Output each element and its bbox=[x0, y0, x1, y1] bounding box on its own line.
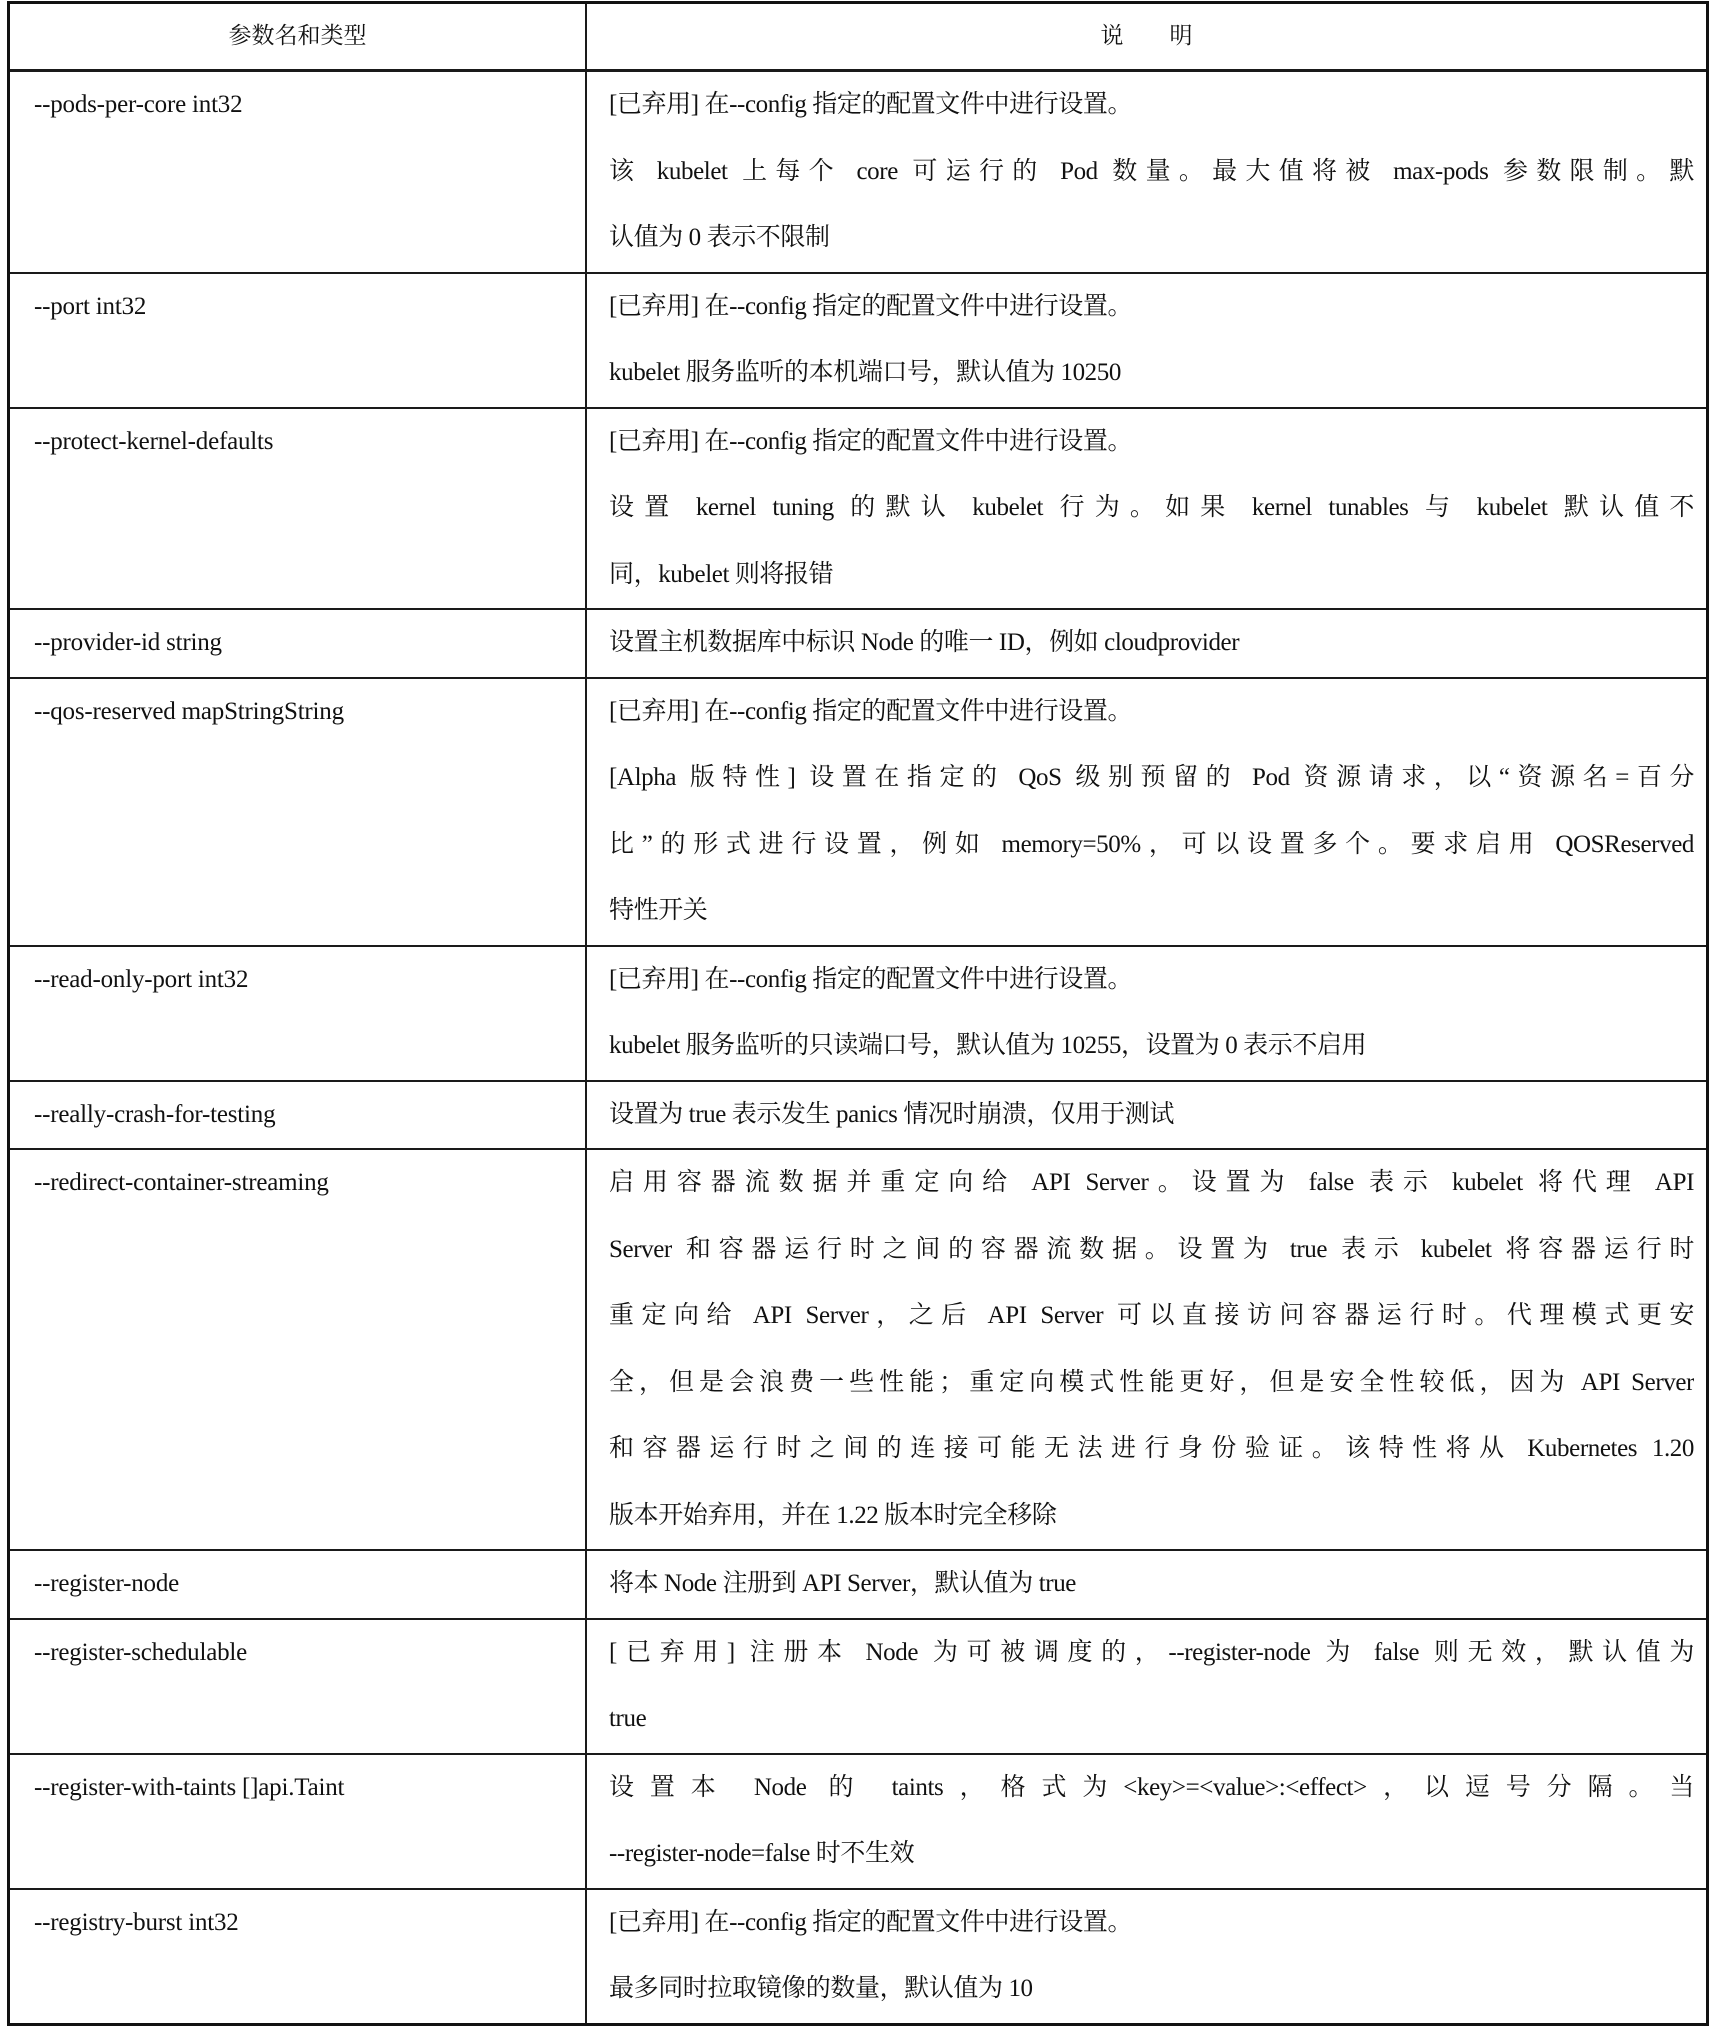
description-line: [已弃用] 在--config 指定的配置文件中进行设置。 bbox=[609, 91, 1133, 118]
description-line: 设置为 true 表示发生 panics 情况时崩溃，仅用于测试 bbox=[609, 1100, 1174, 1128]
table-row bbox=[10, 272, 1706, 407]
description-line: 设置主机数据库中标识 Node 的唯一 ID，例如 cloudprovider bbox=[609, 629, 1240, 656]
description-paragraph bbox=[609, 1150, 1694, 1549]
description-line: 同，kubelet 则将报错 bbox=[609, 560, 834, 588]
param-name: --port int32 bbox=[34, 292, 147, 320]
param-name: --register-schedulable bbox=[34, 1638, 248, 1666]
parameter-table bbox=[7, 1, 1709, 2026]
param-name: --protect-kernel-defaults bbox=[34, 427, 274, 455]
description-paragraph bbox=[609, 1890, 1694, 1957]
table-row bbox=[10, 1549, 1706, 1618]
param-description-cell bbox=[587, 947, 1706, 1080]
description-line: 和容器运行时之间的连接可能无法进行身份验证。该特性将从 Kubernetes 1.20 bbox=[609, 1435, 1694, 1462]
param-description-cell bbox=[587, 610, 1706, 677]
table-row bbox=[10, 70, 1706, 272]
description-paragraph bbox=[609, 745, 1694, 945]
description-paragraph bbox=[609, 610, 1694, 677]
description-line: [已弃用] 在--config 指定的配置文件中进行设置。 bbox=[609, 697, 1133, 725]
table-row bbox=[10, 1148, 1706, 1549]
description-paragraph bbox=[609, 409, 1694, 476]
param-description-cell bbox=[587, 409, 1706, 609]
description-paragraph bbox=[609, 1013, 1694, 1080]
param-description-cell bbox=[587, 72, 1706, 272]
description-line: [Alpha 版特性] 设置在指定的 QoS 级别预留的 Pod 资源请求，以“资源名=百分 bbox=[609, 764, 1694, 791]
description-line: 设置本 Node 的 taints，格式为<key>=<value>:<effect>，以逗号分隔。当 bbox=[609, 1773, 1694, 1801]
param-name: --qos-reserved mapStringString bbox=[34, 697, 344, 725]
description-paragraph bbox=[609, 72, 1694, 139]
param-description-cell bbox=[587, 1620, 1706, 1753]
description-line: [已弃用] 在--config 指定的配置文件中进行设置。 bbox=[609, 965, 1133, 993]
description-line: Server 和容器运行时之间的容器流数据。设置为 true 表示 kubelet 将容器运行时 bbox=[609, 1235, 1694, 1263]
param-name-cell bbox=[10, 1620, 587, 1753]
param-name: --provider-id string bbox=[34, 629, 222, 656]
description-paragraph bbox=[609, 139, 1694, 272]
description-paragraph bbox=[609, 1956, 1694, 2023]
param-name-cell bbox=[10, 274, 587, 407]
table-row bbox=[10, 945, 1706, 1080]
description-line: true bbox=[609, 1705, 647, 1732]
table-row bbox=[10, 407, 1706, 609]
description-paragraph bbox=[609, 947, 1694, 1014]
param-name-cell bbox=[10, 1890, 587, 2023]
param-name: --register-with-taints []api.Taint bbox=[34, 1773, 345, 1801]
param-description-cell bbox=[587, 274, 1706, 407]
description-line: 启用容器流数据并重定向给 API Server。设置为 false 表示 kubelet 将代理 API bbox=[609, 1169, 1694, 1196]
description-line: 将本 Node 注册到 API Server，默认值为 true bbox=[609, 1570, 1076, 1597]
description-line: [已弃用] 在--config 指定的配置文件中进行设置。 bbox=[609, 1908, 1133, 1936]
table-row bbox=[10, 1618, 1706, 1753]
param-description-cell bbox=[587, 1755, 1706, 1888]
table-row bbox=[10, 1888, 1706, 2023]
description-paragraph bbox=[609, 1551, 1694, 1618]
description-paragraph bbox=[609, 1620, 1694, 1753]
param-name-cell bbox=[10, 1082, 587, 1149]
param-description-cell bbox=[587, 679, 1706, 945]
description-line: 最多同时拉取镜像的数量，默认值为 10 bbox=[609, 1975, 1033, 2002]
description-paragraph bbox=[609, 475, 1694, 608]
param-name: --really-crash-for-testing bbox=[34, 1100, 276, 1128]
description-paragraph bbox=[609, 274, 1694, 341]
description-line: 全，但是会浪费一些性能；重定向模式性能更好，但是安全性较低，因为 API Server bbox=[609, 1368, 1694, 1396]
description-line: 该 kubelet 上每个 core 可运行的 Pod 数量。最大值将被 max-pods 参数限制。默 bbox=[609, 157, 1694, 185]
param-name: --register-node bbox=[34, 1570, 180, 1597]
description-line: kubelet 服务监听的只读端口号，默认值为 10255，设置为 0 表示不启用 bbox=[609, 1032, 1367, 1059]
param-description-cell bbox=[587, 1551, 1706, 1618]
table-body bbox=[10, 70, 1706, 2023]
description-line: 认值为 0 表示不限制 bbox=[609, 224, 830, 251]
table-row bbox=[10, 1753, 1706, 1888]
description-line: 设置 kernel tuning 的默认 kubelet 行为。如果 kernel tunables 与 kubelet 默认值不 bbox=[609, 494, 1694, 521]
param-description-cell bbox=[587, 1150, 1706, 1549]
description-paragraph bbox=[609, 679, 1694, 746]
param-name-cell bbox=[10, 1551, 587, 1618]
header-param-name-type: 参数名和类型 bbox=[10, 4, 587, 69]
param-name-cell bbox=[10, 1150, 587, 1549]
description-paragraph bbox=[609, 340, 1694, 407]
description-paragraph bbox=[609, 1755, 1694, 1888]
table-header-row bbox=[10, 4, 1706, 70]
table-row bbox=[10, 608, 1706, 677]
description-line: [已弃用] 在--config 指定的配置文件中进行设置。 bbox=[609, 292, 1133, 320]
param-name: --read-only-port int32 bbox=[34, 965, 249, 993]
param-name-cell bbox=[10, 947, 587, 1080]
param-name: --redirect-container-streaming bbox=[34, 1169, 329, 1196]
param-description-cell bbox=[587, 1890, 1706, 2023]
description-line: kubelet 服务监听的本机端口号，默认值为 10250 bbox=[609, 359, 1121, 386]
description-line: 版本开始弃用，并在 1.22 版本时完全移除 bbox=[609, 1501, 1057, 1529]
description-line: --register-node=false 时不生效 bbox=[609, 1840, 915, 1867]
description-line: 特性开关 bbox=[609, 897, 708, 924]
param-name-cell bbox=[10, 610, 587, 677]
table-row bbox=[10, 1080, 1706, 1149]
description-line: [已弃用] 注册本 Node 为可被调度的，--register-node 为 false 则无效，默认值为 bbox=[609, 1638, 1694, 1666]
param-name: --pods-per-core int32 bbox=[34, 91, 243, 118]
description-line: [已弃用] 在--config 指定的配置文件中进行设置。 bbox=[609, 427, 1133, 455]
param-name-cell bbox=[10, 72, 587, 272]
param-name-cell bbox=[10, 1755, 587, 1888]
description-paragraph bbox=[609, 1082, 1694, 1149]
param-name-cell bbox=[10, 679, 587, 945]
table-row bbox=[10, 677, 1706, 945]
param-description-cell bbox=[587, 1082, 1706, 1149]
param-name: --registry-burst int32 bbox=[34, 1908, 239, 1936]
description-line: 重定向给 API Server，之后 API Server 可以直接访问容器运行时。代理模式更安 bbox=[609, 1302, 1694, 1329]
param-name-cell bbox=[10, 409, 587, 609]
description-line: 比”的形式进行设置，例如 memory=50%，可以设置多个。要求启用 QOSReserved bbox=[609, 830, 1694, 858]
header-description: 说 明 bbox=[1100, 23, 1193, 49]
